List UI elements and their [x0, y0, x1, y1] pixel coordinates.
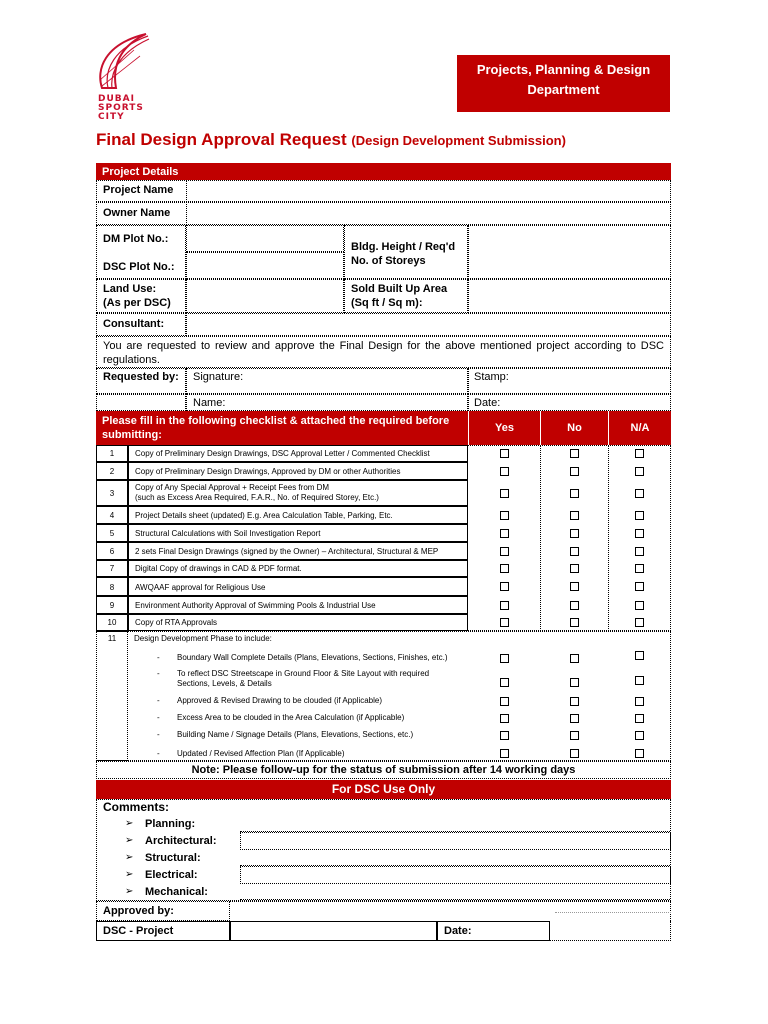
- sub-item-line-2: Sections, Levels, & Details: [177, 679, 272, 688]
- sub-item-text: Excess Area to be clouded in the Area Calculation (if Applicable): [177, 713, 405, 722]
- item-text: Copy of RTA Approvals: [128, 614, 468, 631]
- dsc-date-field[interactable]: [550, 921, 671, 941]
- dsc-logo: [90, 30, 170, 122]
- comment-field-structural[interactable]: [240, 852, 670, 866]
- checkbox-yes[interactable]: [500, 749, 509, 758]
- dsc-project-field[interactable]: [230, 921, 437, 941]
- sub-item-line-1: To reflect DSC Streetscape in Ground Floor & Site Layout with required: [177, 669, 430, 678]
- dm-plot-label: DM Plot No.:: [103, 233, 169, 245]
- sold-area-label: [351, 282, 447, 310]
- checkbox-yes[interactable]: [500, 582, 509, 591]
- signature-label: Signature:: [193, 371, 244, 383]
- checkbox-yes[interactable]: [500, 678, 509, 687]
- item-text-line-2: (such as Excess Area Required, F.A.R., No. of Required Storey, Etc.): [135, 493, 379, 502]
- checkbox-yes[interactable]: [500, 449, 509, 458]
- sub-item-text: Building Name / Signage Details (Plans, Elevations, Sections, etc.): [177, 730, 414, 739]
- sub-item-text: Approved & Revised Drawing to be clouded (if Applicable): [177, 696, 383, 705]
- comment-label-structural: Structural:: [145, 852, 201, 864]
- checkbox-no[interactable]: [570, 697, 579, 706]
- sub-bullet: -: [157, 669, 160, 678]
- checkbox-na[interactable]: [635, 582, 644, 591]
- checkbox-no[interactable]: [570, 489, 579, 498]
- item-number: 1: [96, 445, 128, 462]
- consultant-field[interactable]: [186, 313, 671, 336]
- item-number: 5: [96, 524, 128, 542]
- checkbox-na[interactable]: [635, 489, 644, 498]
- project-details-label: Project Details: [102, 166, 179, 178]
- sold-area-line-1: Sold Built Up Area: [351, 283, 448, 295]
- item-text: Copy of Preliminary Design Drawings, Approved by DM or other Authorities: [128, 462, 468, 480]
- checkbox-na[interactable]: [635, 618, 644, 627]
- sub-bullet: -: [157, 713, 160, 722]
- checkbox-yes[interactable]: [500, 467, 509, 476]
- item-text: Digital Copy of drawings in CAD & PDF format.: [128, 560, 468, 577]
- bldg-height-line-1: Bldg. Height / Req'd: [351, 241, 456, 253]
- department-line-2: Department: [527, 82, 600, 97]
- item-text: 2 sets Final Design Drawings (signed by the Owner) – Architectural, Structural & MEP: [128, 542, 468, 560]
- item-number: 11: [107, 634, 117, 643]
- checkbox-no[interactable]: [570, 564, 579, 573]
- logo-line-1: DUBAI: [98, 94, 135, 104]
- comments-label: Comments:: [103, 800, 170, 814]
- dsc-plot-label: DSC Plot No.:: [103, 261, 175, 273]
- checkbox-no[interactable]: [570, 511, 579, 520]
- sold-area-field[interactable]: [468, 279, 671, 313]
- checkbox-yes[interactable]: [500, 564, 509, 573]
- sub-bullet: -: [157, 696, 160, 705]
- page-title: [96, 130, 566, 150]
- checkbox-na[interactable]: [635, 697, 644, 706]
- approved-by-label: Approved by:: [103, 905, 174, 917]
- sub-bullet: -: [157, 749, 160, 758]
- department-line-1: Projects, Planning & Design: [476, 62, 651, 77]
- checkbox-yes[interactable]: [500, 714, 509, 723]
- checkbox-na[interactable]: [635, 731, 644, 740]
- col-divider: [540, 445, 541, 631]
- col-na-header: N/A: [608, 411, 671, 445]
- item-number: 8: [96, 577, 128, 596]
- checkbox-yes[interactable]: [500, 601, 509, 610]
- checkbox-no[interactable]: [570, 678, 579, 687]
- comment-field-electrical[interactable]: [240, 866, 671, 884]
- checkbox-yes[interactable]: [500, 529, 509, 538]
- checkbox-na[interactable]: [635, 564, 644, 573]
- arrow-icon: ➢: [125, 852, 134, 863]
- item-text: Project Details sheet (updated) E.g. Area Calculation Table, Parking, Etc.: [128, 506, 468, 524]
- col-no-header: No: [540, 411, 608, 445]
- comment-label-electrical: Electrical:: [145, 869, 198, 881]
- item-text: Copy of Preliminary Design Drawings, DSC Approval Letter / Commented Checklist: [128, 445, 468, 462]
- checkbox-no[interactable]: [570, 749, 579, 758]
- project-name-label: Project Name: [103, 184, 174, 196]
- checkbox-yes[interactable]: [500, 547, 509, 556]
- item-number: 9: [96, 596, 128, 614]
- item-number: 2: [96, 462, 128, 480]
- checkbox-yes[interactable]: [500, 654, 509, 663]
- requested-by-blank: [96, 394, 186, 411]
- name-field[interactable]: [186, 394, 468, 411]
- checkbox-na[interactable]: [635, 467, 644, 476]
- checkbox-no[interactable]: [570, 467, 579, 476]
- dsc-date-label: Date:: [444, 925, 472, 937]
- owner-name-label: Owner Name: [103, 207, 171, 219]
- date-label: Date:: [474, 397, 501, 409]
- item-text: Structural Calculations with Soil Investigation Report: [128, 524, 468, 542]
- stamp-label: Stamp:: [474, 371, 509, 383]
- bldg-height-label: [351, 240, 455, 268]
- item-text-line-1: Copy of Any Special Approval + Receipt Fees from DM: [135, 483, 330, 492]
- checkbox-na[interactable]: [635, 676, 644, 685]
- land-use-line-1: Land Use:: [103, 283, 157, 295]
- name-label: Name:: [193, 397, 226, 409]
- item-number: 7: [96, 560, 128, 577]
- checkbox-no[interactable]: [570, 714, 579, 723]
- project-details-header: [96, 163, 671, 180]
- bldg-height-field[interactable]: [468, 225, 671, 279]
- checkbox-na[interactable]: [635, 601, 644, 610]
- checkbox-yes[interactable]: [500, 618, 509, 627]
- col-divider: [608, 445, 609, 631]
- item-number: 4: [96, 506, 128, 524]
- checkbox-na[interactable]: [635, 651, 644, 660]
- sub-item-text: Updated / Revised Affection Plan (If Applicable): [177, 749, 345, 758]
- arrow-icon: ➢: [125, 835, 134, 846]
- project-name-field[interactable]: [186, 180, 671, 202]
- checkbox-na[interactable]: [635, 529, 644, 538]
- follow-up-note: Note: Please follow-up for the status of submission after 14 working days: [96, 761, 671, 779]
- logo-swoosh-icon: [94, 30, 154, 92]
- checkbox-no[interactable]: [570, 582, 579, 591]
- item-number: 10: [96, 614, 128, 631]
- consultant-label: Consultant:: [103, 318, 165, 330]
- item-number: 3: [96, 480, 128, 506]
- department-banner: [457, 55, 670, 112]
- checkbox-no[interactable]: [570, 529, 579, 538]
- sub-item-text: Boundary Wall Complete Details (Plans, Elevations, Sections, Finishes, etc.): [177, 653, 448, 662]
- sub-bullet: -: [157, 730, 160, 739]
- checkbox-yes[interactable]: [500, 731, 509, 740]
- dsc-plot-field[interactable]: [186, 252, 344, 279]
- logo-line-3: CITY: [98, 112, 125, 122]
- sub-item-text-multi: [177, 669, 429, 689]
- checkbox-no[interactable]: [570, 654, 579, 663]
- checkbox-no[interactable]: [570, 449, 579, 458]
- arrow-icon: ➢: [125, 818, 134, 829]
- checkbox-no[interactable]: [570, 731, 579, 740]
- comment-label-planning: Planning:: [145, 818, 196, 830]
- sold-area-line-2: (Sq ft / Sq m):: [351, 297, 423, 309]
- checkbox-yes[interactable]: [500, 697, 509, 706]
- checkbox-no[interactable]: [570, 547, 579, 556]
- comment-label-mechanical: Mechanical:: [145, 886, 208, 898]
- checkbox-na[interactable]: [635, 749, 644, 758]
- requested-by-label: Requested by:: [103, 371, 179, 383]
- approved-dotted-line: [555, 912, 671, 913]
- item-text-multi: [128, 480, 468, 506]
- item-text: AWQAAF approval for Religious Use: [128, 577, 468, 596]
- checkbox-no[interactable]: [570, 601, 579, 610]
- checkbox-yes[interactable]: [500, 489, 509, 498]
- comment-field-architectural[interactable]: [240, 832, 671, 850]
- checklist-header: Please fill in the following checklist & attached the required before submitting:: [96, 411, 468, 445]
- item-11-text: Design Development Phase to include:: [134, 634, 272, 643]
- item-text: Environment Authority Approval of Swimming Pools & Industrial Use: [128, 596, 468, 614]
- dsc-use-header: For DSC Use Only: [96, 780, 671, 799]
- checkbox-na[interactable]: [635, 547, 644, 556]
- checkbox-yes[interactable]: [500, 511, 509, 520]
- checkbox-na[interactable]: [635, 449, 644, 458]
- land-use-field[interactable]: [186, 279, 344, 313]
- arrow-icon: ➢: [125, 869, 134, 880]
- approved-by-field[interactable]: [230, 901, 671, 921]
- sub-bullet: -: [157, 653, 160, 662]
- request-paragraph: You are requested to review and approve the Final Design for the above mentioned project according to DSC regulations.: [96, 336, 671, 368]
- title-sub: (Design Development Submission): [351, 133, 566, 148]
- bldg-height-line-2: No. of Storeys: [351, 255, 426, 267]
- item-11-number-cell: [96, 631, 128, 761]
- land-use-label: [103, 282, 171, 310]
- logo-line-2: SPORTS: [98, 103, 144, 113]
- comment-label-architectural: Architectural:: [145, 835, 217, 847]
- comment-field-mechanical[interactable]: [240, 886, 670, 900]
- land-use-line-2: (As per DSC): [103, 297, 171, 309]
- comment-field-planning[interactable]: [240, 818, 670, 832]
- title-main: Final Design Approval Request: [96, 130, 347, 149]
- dm-plot-field[interactable]: [186, 225, 344, 252]
- checkbox-na[interactable]: [635, 511, 644, 520]
- owner-name-field[interactable]: [186, 202, 671, 225]
- arrow-icon: ➢: [125, 886, 134, 897]
- checkbox-na[interactable]: [635, 714, 644, 723]
- dsc-project-label: DSC - Project: [103, 925, 174, 937]
- col-yes-header: Yes: [468, 411, 540, 445]
- checkbox-no[interactable]: [570, 618, 579, 627]
- item-number: 6: [96, 542, 128, 560]
